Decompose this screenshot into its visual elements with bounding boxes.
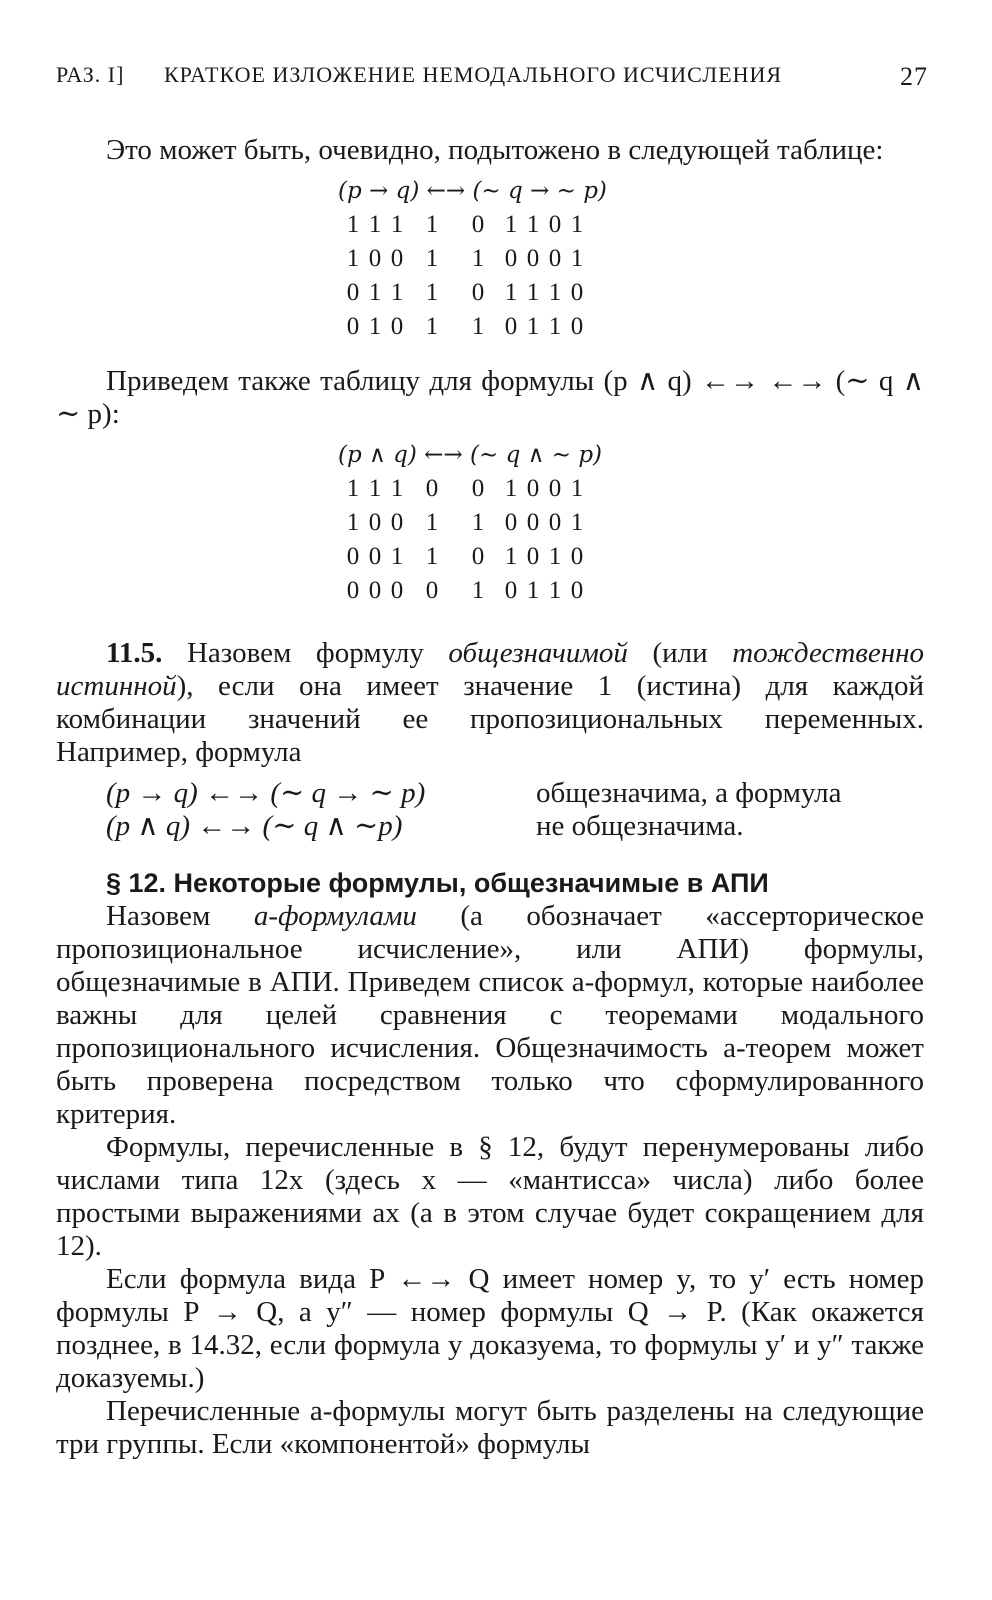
truth-table-row [342,275,588,309]
truth-value: 0 [570,278,584,306]
truth-value: 0 [368,244,382,272]
truth-value: 1 [526,312,540,340]
truth-value: 0 [390,576,404,604]
truth-value: 1 [471,312,485,340]
truth-value: 0 [425,474,439,502]
table1-formula: (p → q) ←→ (∼ q → ∼ p) [338,178,607,204]
truth-value: 0 [570,576,584,604]
truth-value: 1 [570,508,584,536]
intro-paragraph: Это может быть, очевидно, подытожено в следующей таблице: [106,134,884,166]
example-text: общезначима, а формула [536,777,842,809]
truth-value: 0 [526,474,540,502]
page-number: 27 [900,62,928,91]
truth-table-row [342,573,588,607]
truth-value: 1 [346,474,360,502]
truth-value: 0 [471,542,485,570]
truth-value: 0 [504,576,518,604]
example-row-2 [56,810,924,843]
chapter-title: КРАТКОЕ ИЗЛОЖЕНИЕ НЕМОДАЛЬНОГО ИСЧИСЛЕНИЯ [164,62,783,87]
truth-value: 1 [425,210,439,238]
truth-value: 1 [368,210,382,238]
truth-value: 0 [548,210,562,238]
running-header [56,62,928,92]
term-tautology: тождественно истинной [56,637,924,702]
truth-value: 0 [425,576,439,604]
truth-value: 0 [526,508,540,536]
text-run: ), если она имеет значение 1 (истина) для каждой комбинации значений ее пропозициональных переменных. Например, формула [56,670,924,768]
truth-table-row [342,309,588,343]
truth-table-row [342,471,588,505]
truth-value: 1 [425,278,439,306]
truth-value: 0 [548,508,562,536]
truth-value: 1 [504,278,518,306]
truth-value: 1 [471,576,485,604]
term-a-formulas: a-формулами [253,900,417,932]
truth-value: 1 [368,312,382,340]
truth-value: 1 [346,210,360,238]
truth-value: 1 [548,542,562,570]
truth-value: 1 [346,508,360,536]
example-formula: (p → q) ←→ (∼ q → ∼ p) [106,777,426,809]
truth-value: 1 [570,474,584,502]
table2-intro-paragraph: Приведем также таблицу для формулы (p ∧ q) ←→ ←→ (∼ q ∧ ∼ p): [56,365,924,430]
truth-value: 0 [471,278,485,306]
truth-value: 0 [526,244,540,272]
truth-table-1 [342,207,588,343]
truth-value: 0 [390,312,404,340]
section-11-5-paragraph [56,637,924,769]
truth-value: 0 [346,278,360,306]
section-12-heading: § 12. Некоторые формулы, общезначимые в АПИ [106,868,769,898]
section-number: 11.5. [106,637,163,669]
truth-value: 1 [548,576,562,604]
text-run: (a обозначает «ассерторическое пропозициональное исчисление», или АПИ) формулы, общезначимые в АПИ. Приведем список a-формул, которые наиболее важны для целей сравнения с теоремами модального пропозиционального исчисления. Общезначимость a-теорем может быть проверена посредством только что сформулированного критерия. [56,900,924,1130]
truth-value: 1 [526,210,540,238]
section-12-paragraph-4: Перечисленные a-формулы могут быть разделены на следующие три группы. Если «компонентой» формулы [56,1395,924,1460]
truth-table-2 [342,471,588,607]
truth-value: 1 [526,278,540,306]
truth-value: 0 [471,474,485,502]
truth-value: 0 [346,542,360,570]
truth-value: 1 [471,508,485,536]
truth-value: 1 [390,210,404,238]
section-12-paragraph-1 [56,900,924,1131]
term-valid: общезначимой [448,637,628,669]
truth-value: 1 [548,278,562,306]
truth-value: 1 [390,474,404,502]
truth-value: 1 [390,278,404,306]
text-run: Назовем [106,900,254,932]
truth-value: 0 [504,312,518,340]
truth-value: 1 [570,244,584,272]
truth-value: 0 [471,210,485,238]
truth-value: 0 [368,576,382,604]
section-12-paragraph-2: Формулы, перечисленные в § 12, будут перенумерованы либо числами типа 12x (здесь x — «мантисса» числа) либо более простыми выражениями ax (a в этом случае будет сокращением для 12). [56,1131,924,1262]
truth-value: 1 [570,210,584,238]
truth-value: 0 [570,312,584,340]
section-12-paragraph-3: Если формула вида P ←→ Q имеет номер y, то y′ есть номер формулы P → Q, а y″ — номер формулы Q → P. (Как окажется позднее, в 14.32, если формула y доказуема, то формулы y′ и y″ также доказуемы.) [56,1263,924,1394]
truth-value: 1 [425,508,439,536]
truth-value: 1 [368,474,382,502]
truth-value: 0 [504,508,518,536]
truth-value: 0 [346,312,360,340]
truth-table-row [342,207,588,241]
truth-value: 1 [425,244,439,272]
truth-value: 0 [368,542,382,570]
truth-table-row [342,241,588,275]
truth-value: 0 [548,474,562,502]
text-run: (или [627,637,733,669]
truth-value: 0 [570,542,584,570]
truth-value: 0 [368,508,382,536]
truth-value: 1 [425,542,439,570]
truth-value: 1 [390,542,404,570]
truth-table-row [342,505,588,539]
truth-value: 1 [526,576,540,604]
truth-value: 1 [471,244,485,272]
section-label: РАЗ. I] [56,62,125,87]
truth-value: 1 [504,474,518,502]
truth-value: 0 [390,244,404,272]
truth-value: 1 [346,244,360,272]
truth-value: 0 [346,576,360,604]
truth-value: 0 [548,244,562,272]
truth-value: 1 [548,312,562,340]
truth-value: 0 [504,244,518,272]
truth-value: 1 [504,542,518,570]
example-formula: (p ∧ q) ←→ (∼ q ∧ ∼p) [106,810,403,842]
truth-value: 1 [504,210,518,238]
page-body [56,134,924,1461]
truth-table-row [342,539,588,573]
text-run: Назовем формулу [162,637,449,669]
table2-formula: (p ∧ q) ←→ (∼ q ∧ ∼ p) [338,442,603,468]
truth-value: 1 [368,278,382,306]
truth-value: 1 [425,312,439,340]
truth-value: 0 [526,542,540,570]
truth-value: 0 [390,508,404,536]
example-row-1 [56,777,924,810]
example-text: не общезначима. [536,810,744,842]
